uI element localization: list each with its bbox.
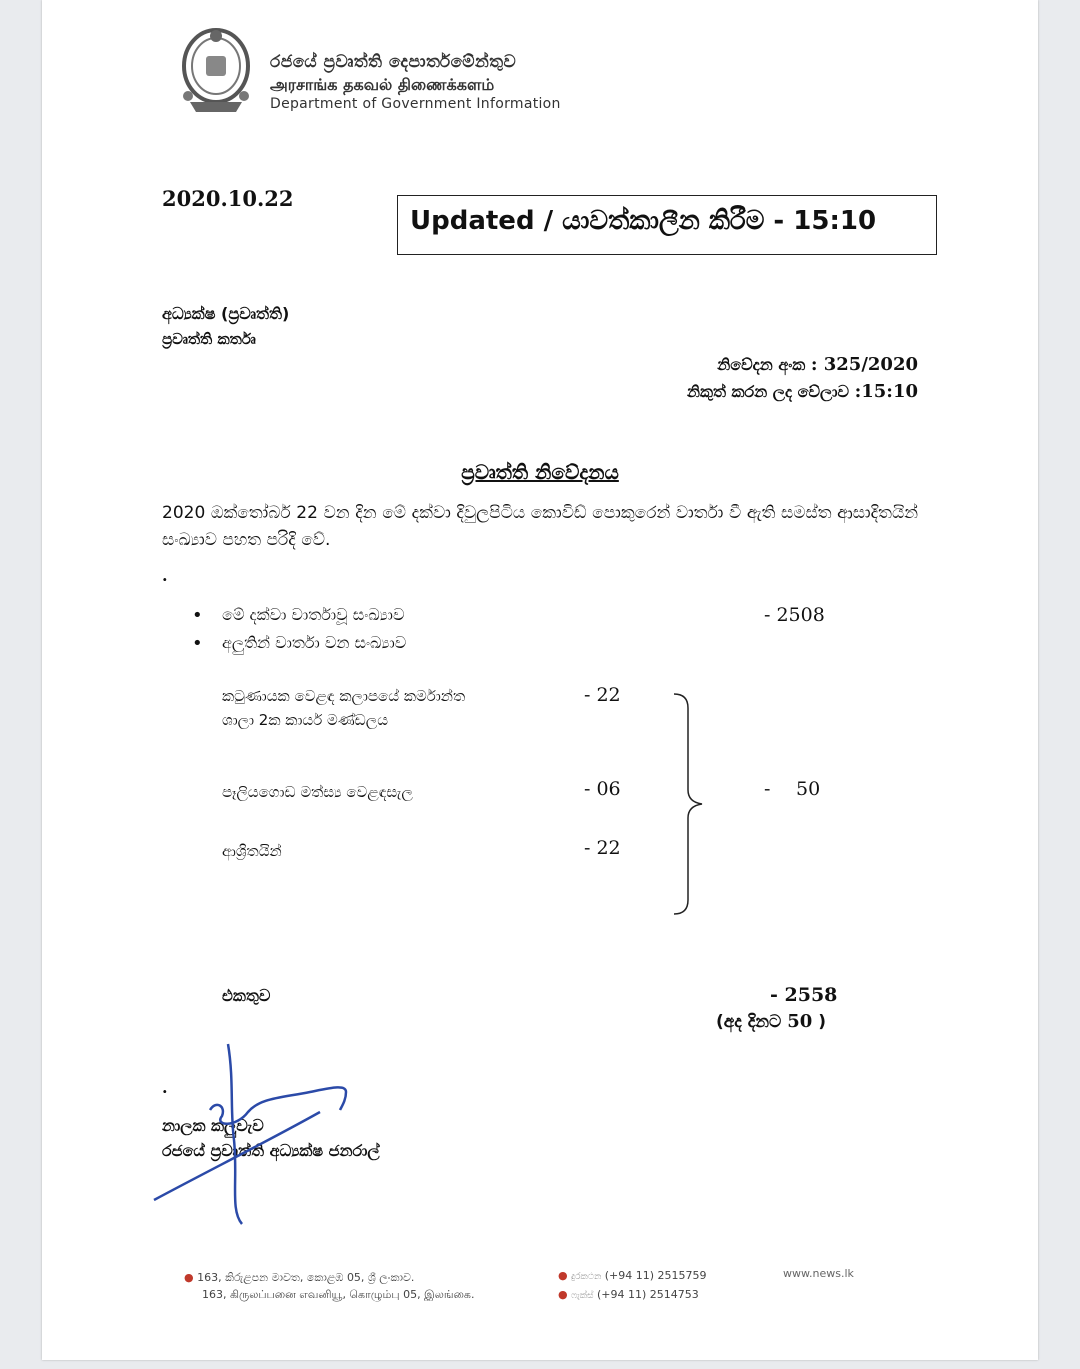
bullet-icon: ● xyxy=(184,1271,198,1284)
list-item xyxy=(192,633,406,653)
issued-time-value: :15:10 xyxy=(854,381,918,402)
breakdown-label-1: කටුණායක වෙළඳ කලාපයේ කර්මාන්ත ශාලා 2ක කාර්ය මණ්ඩලය xyxy=(222,687,466,729)
dot-mark: . xyxy=(162,566,168,585)
release-number-value: : 325/2020 xyxy=(810,354,918,375)
breakdown-label-3: ආශ්‍රිතයින් xyxy=(222,842,282,860)
dept-name-tamil: அரசாங்க தகவல் திணைக்களம் xyxy=(270,75,495,94)
footer-telephone: ● දුරකථන (+94 11) 2515759 xyxy=(558,1269,707,1282)
phone-icon: ● xyxy=(558,1269,572,1282)
footer-website[interactable]: www.news.lk xyxy=(783,1267,854,1280)
new-reported-label: අලුතින් වාර්තා වන සංඛ්‍යාව xyxy=(222,633,407,652)
release-date: 2020.10.22 xyxy=(162,186,294,211)
fax-icon: ● xyxy=(558,1288,572,1301)
signatory-title: රජයේ ප්‍රවෘත්ති අධ්‍යක්ෂ ජනරාල් xyxy=(162,1141,380,1160)
today-close: ) xyxy=(818,1012,826,1032)
body-paragraph: 2020 ඔක්තෝබර් 22 වන දින මේ දක්වා දිවුලපිටිය කොවිඩ් පොකුරෙන් වාර්තා වී ඇති සමස්ත ආසාදිතයින් සංඛ්‍යාව පහත පරිදි වේ. xyxy=(162,503,918,550)
addressee-line-2: ප්‍රවෘත්ති කර්තෘ xyxy=(162,330,256,348)
breakdown-value-1: - 22 xyxy=(584,684,621,706)
dept-name-sinhala: රජයේ ප්‍රවෘත්ති දෙපාර්තමේන්තුව xyxy=(270,52,517,72)
new-total-dash: - xyxy=(764,778,771,800)
breakdown-label-2: පෑලියගොඩ මත්ස්‍ය වෙළඳසැල xyxy=(222,783,413,801)
issued-time-label: නිකුත් කරන ලද වේලාව xyxy=(687,382,850,401)
footer-address-sinhala: ● 163, කිරුළපන මාවත, කොළඹ 05, ශ්‍රී ලංකාව. xyxy=(184,1271,415,1284)
footer-fax: ● ෆැක්ස් (+94 11) 2514753 xyxy=(558,1288,699,1301)
dept-name-english: Department of Government Information xyxy=(270,96,561,112)
right-brace-icon xyxy=(674,690,714,918)
reported-to-date-value: - 2508 xyxy=(764,604,825,626)
signatory-name: නාලක කලුවැව xyxy=(162,1116,264,1135)
addressee-line-1: අධ්‍යක්ෂ (ප්‍රවෘත්ති) xyxy=(162,304,290,323)
release-number xyxy=(717,354,918,375)
today-label: (අද දිනට xyxy=(716,1012,782,1032)
issued-time xyxy=(687,381,918,402)
breakdown-value-2: - 06 xyxy=(584,778,621,800)
list-item xyxy=(192,605,404,625)
footer-address-tamil: 163, கிருலப்பனை எவனியூ, கொழும்பு 05, இலங்கை. xyxy=(202,1288,475,1301)
handwritten-signature xyxy=(150,1040,370,1230)
total-value: - 2558 xyxy=(770,984,838,1006)
today-value: 50 xyxy=(787,1011,813,1032)
document-page xyxy=(42,0,1038,1360)
sri-lanka-emblem-icon xyxy=(176,22,256,116)
breakdown-value-3: - 22 xyxy=(584,837,621,859)
signature-dot: . xyxy=(162,1078,168,1097)
release-number-label: නිවේදන අංක xyxy=(717,355,806,374)
reported-to-date-label: මේ දක්වා වාර්තාවූ සංඛ්‍යාව xyxy=(222,605,405,624)
document-title: ප්‍රවෘත්ති නිවේදනය xyxy=(461,460,619,484)
update-banner: Updated / යාවත්කාලීන කිරීම - 15:10 xyxy=(397,195,937,255)
total-label: එකතුව xyxy=(222,986,271,1005)
today-count xyxy=(716,1011,826,1032)
new-total-value: 50 xyxy=(796,778,821,800)
